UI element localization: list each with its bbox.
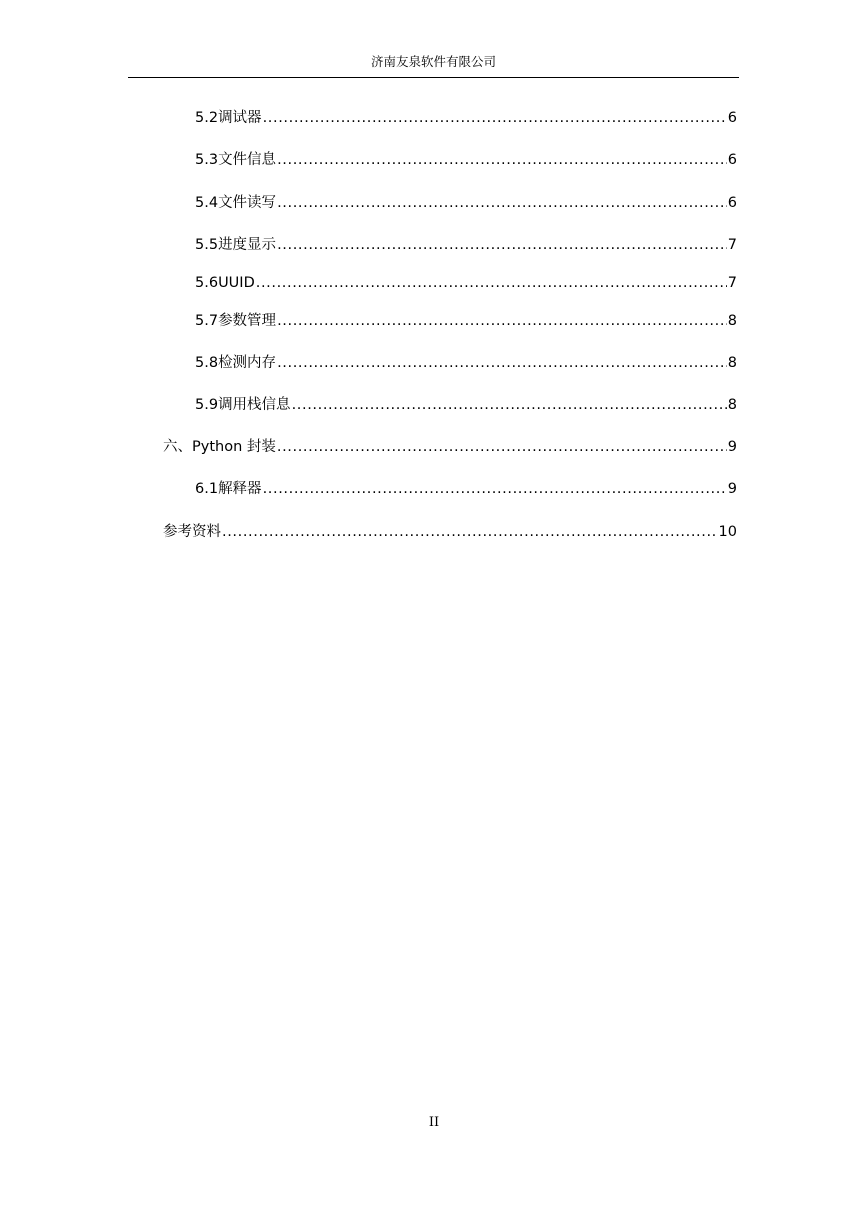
toc-page-number: 7	[727, 275, 737, 291]
toc-number: 5.9	[195, 397, 219, 413]
toc-title: 解释器	[218, 481, 262, 497]
toc-page-number: 9	[727, 439, 737, 455]
toc-entry-chapter-6[interactable]	[163, 437, 737, 457]
toc-page-number: 6	[727, 110, 737, 126]
toc-title: UUID	[218, 275, 255, 291]
page-header	[128, 53, 739, 78]
toc-entry-5-5[interactable]	[195, 235, 737, 255]
toc-title: 参考资料	[163, 524, 221, 540]
toc-leader-dots	[277, 311, 727, 331]
toc-number: 5.4	[195, 195, 219, 211]
toc-leader-dots	[256, 273, 727, 293]
toc-page-number: 9	[727, 481, 737, 497]
toc-number: 5.2	[195, 110, 219, 126]
toc-entry-5-2[interactable]	[195, 108, 737, 128]
toc-page-number: 6	[727, 195, 737, 211]
toc-title: 进度显示	[218, 237, 277, 253]
toc-title: 参数管理	[218, 313, 277, 329]
toc-entry-5-7[interactable]	[195, 311, 737, 331]
toc-leader-dots	[277, 353, 727, 373]
toc-leader-dots	[222, 522, 718, 542]
toc-number: 5.8	[195, 355, 219, 371]
toc-page-number: 10	[718, 524, 737, 540]
toc-title: 文件信息	[218, 152, 277, 168]
toc-page-number: 8	[727, 397, 737, 413]
toc-entry-5-4[interactable]	[195, 193, 737, 213]
toc-number: 5.6	[195, 275, 219, 291]
toc-number: 6.1	[195, 481, 219, 497]
toc-page-number: 8	[727, 313, 737, 329]
toc-number: 5.5	[195, 237, 219, 253]
toc-entry-5-9[interactable]	[195, 395, 737, 415]
toc-leader-dots	[263, 479, 727, 499]
toc-leader-dots	[263, 108, 727, 128]
toc-page-number: 7	[727, 237, 737, 253]
toc-title: 调用栈信息	[218, 397, 291, 413]
toc-leader-dots	[277, 193, 727, 213]
toc-title: 文件读写	[218, 195, 277, 211]
toc-leader-dots	[277, 235, 727, 255]
toc-entry-6-1[interactable]	[195, 479, 737, 499]
toc-number: 六、	[163, 439, 192, 455]
toc-entry-5-8[interactable]	[195, 353, 737, 373]
toc-title: Python 封装	[192, 439, 276, 455]
toc-page-number: 8	[727, 355, 737, 371]
toc-entry-5-6[interactable]	[195, 273, 737, 293]
toc-title: 调试器	[218, 110, 262, 126]
toc-number: 5.3	[195, 152, 219, 168]
toc-entry-references[interactable]	[163, 522, 737, 542]
toc-leader-dots	[277, 150, 727, 170]
toc-number: 5.7	[195, 313, 219, 329]
toc-page-number: 6	[727, 152, 737, 168]
page-footer	[0, 1114, 868, 1132]
company-name: 济南友泉软件有限公司	[370, 54, 496, 69]
toc-title: 检测内存	[218, 355, 277, 371]
toc-leader-dots	[277, 437, 727, 457]
toc-entry-5-3[interactable]	[195, 150, 737, 170]
toc-leader-dots	[292, 395, 727, 415]
page-number: II	[428, 1115, 440, 1130]
